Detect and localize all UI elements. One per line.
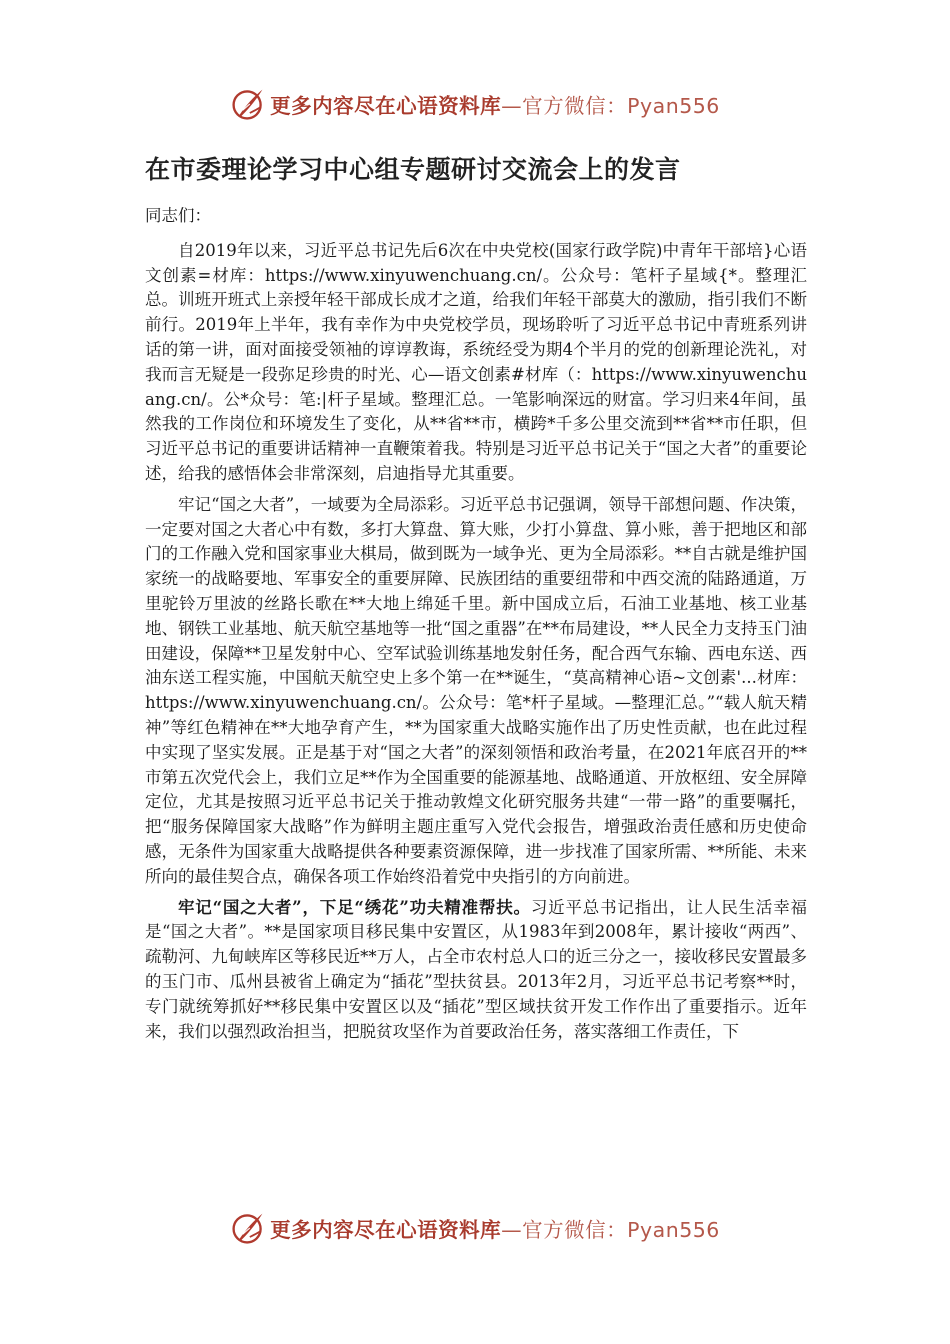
paragraph-lead-heading: 牢记“国之大者”，下足“绣花”功夫精准帮扶。 bbox=[178, 897, 531, 917]
paragraph-3 bbox=[145, 896, 807, 1045]
document-title: 在市委理论学习中心组专题研讨交流会上的发言 bbox=[145, 155, 681, 184]
banner-dash: — bbox=[501, 1218, 523, 1242]
paragraph-text: 自2019年以来，习近平总书记先后6次在中央党校(国家行政学院)中青年干部培}心语文创素=材库：https://www.xinyuwenchuang.cn/。公众号：笔杆子星域{*。整理汇总。训班开班式上亲授年轻干部成长成才之道，给我们年轻干部莫大的激励，指引我们不断前行。2019年上半年，我有幸作为中央党校学员，现场聆听了习近平总书记中青班系列讲话的第一讲，面对面接受领袖的谆谆教诲，系统经受为期4个半月的党的创新理论洗礼，对我而言无疑是一段弥足珍贵的时光、心—语文创素#材库（：https://www.xinyuwenchuang.cn/。公*众号：笔:|杆子星域。整理汇总。一笔影响深远的财富。学习归来4年间，虽然我的工作岗位和环境发生了变化，从**省**市，横跨*千多公里交流到**省**市任职，但习近平总书记的重要讲话精神一直鞭策着我。特别是习近平总书记关于“国之大者”的重要论述，给我的感悟体会非常深刻，启迪指导尤其重要。 bbox=[145, 240, 807, 483]
quill-pen-logo-icon bbox=[230, 86, 266, 122]
banner-suffix-text: 官方微信：Pyan556 bbox=[522, 1218, 720, 1242]
paragraph-text: 牢记“国之大者”，一域要为全局添彩。习近平总书记强调，领导干部想问题、作决策，一定要对国之大者心中有数，多打大算盘、算大账，少打小算盘、算小账，善于把地区和部门的工作融入党和国家事业大棋局，做到既为一域争光、更为全局添彩。**自古就是维护国家统一的战略要地、军事安全的重要屏障、民族团结的重要纽带和中西交流的陆路通道，万里驼铃万里波的丝路长歌在**大地上绵延千里。新中国成立后，石油工业基地、核工业基地、钢铁工业基地、航天航空基地等一批“国之重器”在**布局建设，**人民全力支持玉门油田建设，保障**卫星发射中心、空军试验训练基地发射任务，配合西气东输、西电东送、西油东送工程实施，中国航天航空史上多个第一在**诞生，“莫高精神心语~文创素'...材库：https://www.xinyuwenchuang.cn/。公众号：笔*杆子星域。—整理汇总。”“载人航天精神”等红色精神在**大地孕育产生，**为国家重大战略实施作出了历史性贡献，也在此过程中实现了坚实发展。正是基于对“国之大者”的深刻领悟和政治考量，在2021年底召开的**市第五次党代会上，我们立足**作为全国重要的能源基地、战略通道、开放枢纽、安全屏障定位，尤其是按照习近平总书记关于推动敦煌文化研究服务共建“一带一路”的重要嘱托，把“服务保障国家大战略”作为鲜明主题庄重写入党代会报告，增强政治责任感和历史使命感，无条件为国家重大战略提供各种要素资源保障，进一步找准了国家所需、**所能、未来所向的最佳契合点，确保各项工作始终沿着党中央指引的方向前进。 bbox=[145, 494, 807, 886]
quill-pen-logo-icon bbox=[230, 1210, 266, 1246]
paragraph-2 bbox=[145, 493, 807, 890]
banner-suffix-text: 官方微信：Pyan556 bbox=[522, 94, 720, 118]
banner-main-text: 更多内容尽在心语资料库 bbox=[270, 94, 502, 118]
banner-main-text: 更多内容尽在心语资料库 bbox=[270, 1218, 502, 1242]
banner-text bbox=[270, 1213, 720, 1243]
document-body bbox=[145, 204, 807, 1050]
banner-text bbox=[270, 89, 720, 119]
salutation: 同志们： bbox=[145, 206, 211, 225]
footer-banner bbox=[0, 1206, 950, 1250]
paragraph-1 bbox=[145, 239, 807, 487]
paragraph-text: 习近平总书记指出，让人民生活幸福是“国之大者”。**是国家项目移民集中安置区，从1983年到2008年，累计接收“两西”、疏勒河、九甸峡库区等移民近**万人，占全市农村总人口的近三分之一，接收移民安置最多的玉门市、瓜州县被省上确定为“插花”型扶贫县。2013年2月，习近平总书记考察**时，专门就统筹抓好**移民集中安置区以及“插花”型区域扶贫开发工作作出了重要指示。近年来，我们以强烈政治担当，把脱贫攻坚作为首要政治任务，落实落细工作责任，下 bbox=[145, 897, 808, 1041]
header-banner bbox=[0, 82, 950, 126]
banner-dash: — bbox=[501, 94, 523, 118]
